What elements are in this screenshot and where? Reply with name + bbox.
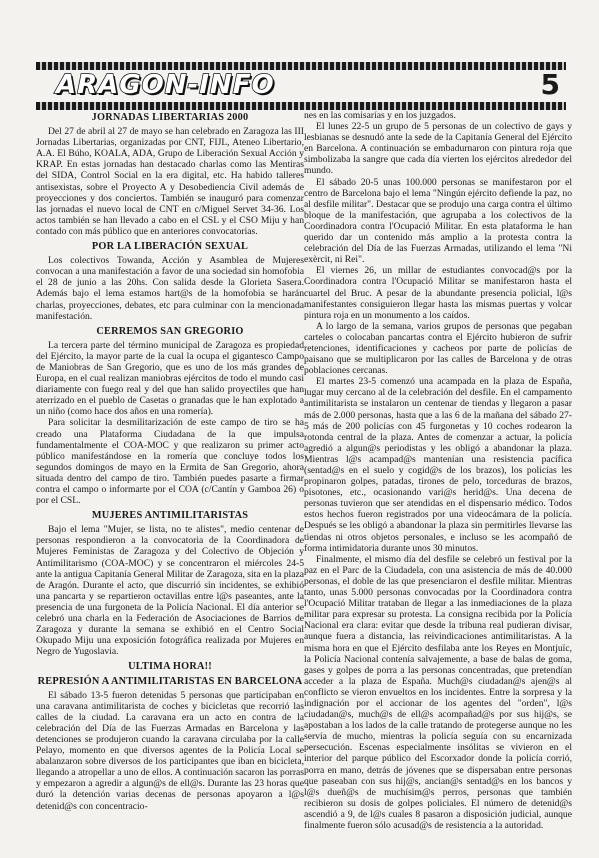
banner-title: ARAGON-INFO — [56, 70, 275, 100]
banner — [56, 70, 275, 100]
article-heading: POR LA LIBERACIÓN SEXUAL — [91, 241, 249, 253]
right-column — [304, 110, 572, 831]
article-paragraph: Del 27 de abril al 27 de mayo se han celebrado en Zaragoza las III Jornadas Libertarias, organizadas por CNT, FIJL, Ateneo Libertario, A.A. El Búho, KOALA, ADA, Grupo de Liberación Sexual Acción y KRAP. En estas jornadas han destacado charlas como las Mentiras del SIDA, Control Social en la era digital, etc. Ha habido talleres antisexistas, sobre el Proyecto A y Desobediencia Civil además de proyecciones y dos conciertos. También se inauguró para comenzar las jornadas el nuevo local de CNT en c/Miguel Servet 34-36. Los actos también se han llevado a cabo en el CSL y el CSO Miju y han contado con más público que en anteriores convocatorias. — [36, 126, 304, 237]
article-paragraph: Para solicitar la desmilitarización de este campo de tiro se ha creado una Plataforma Ciudadana de la que impulsa fundamentalmente el COA-MOC y que realizaron su primer acto público manifestándose en la romería que concluye todos los segundos domingos de mayo en la Ermita de San Gregorio, ahora situada dentro del campo de tiro. También puedes pasarte a firmar contra el campo o informarte por el COA (c/Cantín y Gamboa 26) o por el CSL. — [36, 417, 304, 507]
article-heading: MUJERES ANTIMILITARISTAS — [91, 510, 249, 522]
article-paragraph: El viernes 26, un millar de estudiantes convocad@s por la Coordinadora contra l'Ocupació Militar se manifestaron hasta el cuartel del Bruc. A pesar de la abundante presencia policial, l@s manifestantes consiguieron llegar hasta las mismas puertas y volcar pintura roja en un monumento a los caídos. — [304, 265, 572, 321]
article-paragraph: La tercera parte del término municipal de Zaragoza es propiedad del Ejército, la mayor parte de la cual la ocupa el gigantesco Campo de Maniobras de San Gregorio, que es uno de los más grandes de Europa, en el cual realizan maniobras ejércitos de todo el mundo casi diariamente con fuego real y del que han salido proyectiles que han aterrizado en el pueblo de Casetas o granadas que le han explotado a un niño (como hace dos años en una romería). — [36, 339, 304, 418]
article-paragraph: A lo largo de la semana, varios grupos de personas que pegaban carteles o colocaban pancartas contra el Ejército hubieron de sufrir retenciones, identificaciones y cacheos por parte de policías de paisano que se multiplicaron por las calles de Barcelona y de otras poblaciones cercanas. — [304, 320, 572, 377]
article-paragraph: El lunes 22-5 un grupo de 5 personas de un colectivo de gays y lesbianas se desnudó ante la sede de la Capitanía General del Ejército en Barcelona. A continuación se embadurnaron con pintura roja que simbolizaba la sangre que cada día vierten los ejércitos alrededor del mundo. — [304, 121, 572, 177]
article-paragraph: Bajo el lema "Mujer, se lista, no te alistes", medio centenar de personas respondieron a la convocatoria de la Coordinadora de Mujeres Feministas de Zaragoza y del Colectivo de Objeción y Antimilitarismo (COA-MOC) y se concentraron el miércoles 24-5 ante la antigua Capitanía General Militar de Zaragoza, sita en la plaza de Aragón. Durante el acto, que discurrió sin incidentes, se exhibió una pancarta y se repartieron octavillas entre l@s paseantes, ante la presencia de una furgoneta de la Policía Nacional. El día anterior se celebró una charla en la Federación de Asociaciones de Barrios de Zaragoza y durante la semana se exhibió en el Centro Social Okupado Miju una exposición fotográfica realizada por Mujeres en Negro de Yugoslavia. — [36, 524, 304, 658]
article-paragraph: nes en las comisarías y en los juzgados. — [304, 110, 456, 121]
article-paragraph: El sábado 20-5 unas 100.000 personas se manifestaron por el centro de Barcelona bajo el lema "Ningún ejército defiende la paz, no al desfile militar". Destacar que se produjo una carga contra el último bloque de la manifestación, que agrupaba a los colectivos de la Coordinadora contra l'Ocupació Militar. En esta plataforma le han querido dar un contenido más amplio a la protesta contra la celebración del Día de las Fuerzas Armadas, utilizando el lema "Ni exèrcit, ni Rei". — [304, 176, 572, 266]
article-heading: REPRESIÓN A ANTIMILITARISTAS EN BARCELONA — [37, 675, 303, 687]
masthead-bottom-rule — [36, 102, 566, 110]
article-paragraph: El martes 23-5 comenzó una acampada en la plaza de España, lugar muy cercano al de la celebración del desfile. En el campamento antimilitarista se instalaron un centenar de tiendas y llegaron a pasar más de 2.000 personas, hasta que a las 6 de la mañana del sábado 27-5 más de 200 policías con 45 furgonetas y 10 coches rodearon la rotonda central de la plaza. Antes de comenzar a actuar, la policía agredió a algun@s periodistas y les obligó a abandonar la plaza. Mientras l@s acampad@s mantenían una resistencia pacífica (sentad@s en el suelo y cogid@s de los brazos), los policías les propinaron golpes, patadas, tirones de pelo, torceduras de brazos, pisotones, etc., ocasionando vari@s herid@s. Una decena de personas tuvieron que ser atendidas en el dispensario médico. Todos estos hechos fueron registrados por una videocámara de la policía. Después se les obligó a abandonar la plaza sin permitirles llevarse las tiendas ni otros objetos personales, e incluso se les acompañó de forma intimidatoria durante unos 30 minutos. — [304, 376, 572, 554]
article-paragraph: Los colectivos Towanda, Acción y Asamblea de Mujeres convocan a una manifestación a favor de una sociedad sin homofobia el 28 de junio a las 20hs. Con salida desde la Glorieta Sasera. Además bajo el lema estamos hart@s de la homofobia se harán charlas, proyecciones, debates, etc para culminar con la mencionada manifestación. — [36, 255, 304, 322]
left-column — [36, 110, 304, 812]
page-number: 5 — [540, 68, 560, 101]
article-paragraph: Finalmente, el mismo día del desfile se celebró un festival por la paz en el Parc de la Ciudadela, con una asistencia de más de 40.000 personas, el doble de las que presenciaron el desfile militar. Mientras tanto, unas 5.000 personas convocadas por la Coordinadora contra l'Ocupació Militar trataban de llegar a las inmediaciones de la plaza militar para expresar su protesta. La consigna recibida por la Policía Nacional era clara: evitar que desde la tribuna real pudieran divisar, aunque fuera a distancia, las reivindicaciones antimilitaristas. A la misma hora en que el Ejército desfilaba ante los Reyes en Montjuïc, la Policía Nacional contenía salvajemente, a base de balas de goma, gases y golpes de porra a las personas concentradas, que pretendían acceder a la plaza de España. Much@s ciudadan@s ajen@s al conflicto se vieron envueltos en los incidentes. Entre la sorpresa y la indignación por el accionar de los agentes del "orden", l@s ciudadan@s, much@s de ell@s acompañad@s por sus hij@s, se apostaban a los lados de la calle tratando de protegerse aunque no les servía de mucho, mientras la policía seguía con su encarnizada persecución. Escenas especialmente insólitas se vivieron en el interior del parque público del Escorxador donde la policía corrió, porra en mano, detrás de jóvenes que se dispersaban entre personas que paseaban con sus hij@s, ancian@s sentad@s en los bancos y l@s dueñ@s de muchísim@s perros, personas que también recibieron su dosis de golpes policiales. El número de detenid@s ascendió a 9, de l@s cuales 8 pasaron a disposición judicial, aunque finalmente fueron sólo acusad@s de resistencia a la autoridad. — [304, 553, 572, 831]
masthead — [36, 16, 566, 108]
article-heading: JORNADAS LIBERTARIAS 2000 — [91, 112, 249, 123]
article-paragraph: El sábado 13-5 fueron detenidas 5 personas que participaban en una caravana antimilitarista de coches y bicicletas que recorrió las calles de la ciudad. La caravana era un acto en contra de la celebración del Día de las Fuerzas Armadas en Barcelona y las detenciones se produjeron cuando la caravana circulaba por la calle Pelayo, momento en que diversos agentes de la Policía Local se abalanzaron sobre diversos de los participantes que iban en bicicleta, llegando a atropellar a uno de ellos. A continuación sacaron las porras y empezaron a agredir a algun@s de ell@s. Durante las 23 horas que duró la detención varias decenas de personas apoyaron a l@s detenid@s con concentracio- — [36, 689, 305, 812]
article-heading: ULTIMA HORA!! — [128, 661, 212, 673]
masthead-top-rule — [36, 62, 566, 70]
article-heading: CERREMOS SAN GREGORIO — [96, 325, 244, 337]
